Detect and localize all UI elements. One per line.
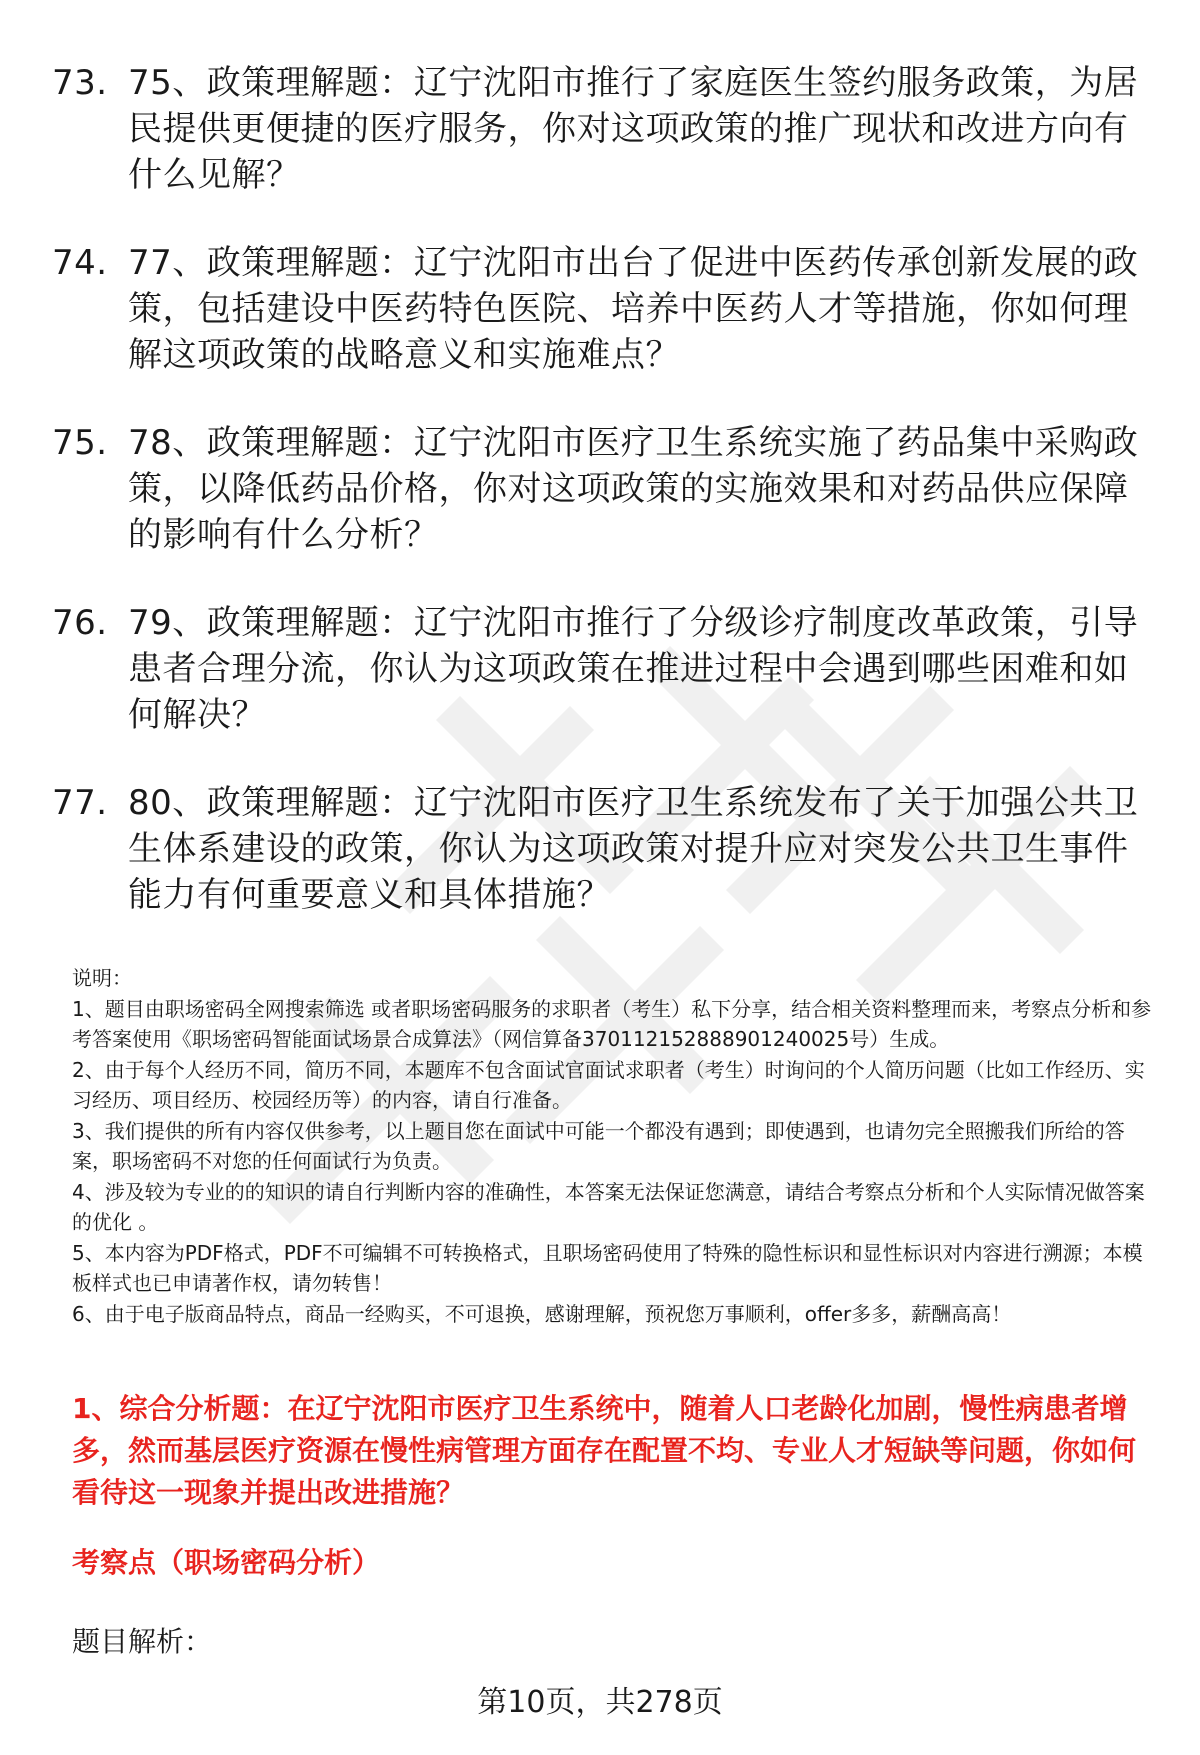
question-number: 77.	[52, 783, 108, 823]
note-item-5: 5、本内容为PDF格式，PDF不可编辑不可转换格式，且职场密码使用了特殊的隐性标识和显性标识对内容进行溯源；本模板样式也已申请著作权，请勿转售！	[72, 1240, 1143, 1295]
question-item-75	[52, 420, 1152, 558]
page-number-footer: 第10页，共278页	[477, 1685, 723, 1720]
question-number: 75.	[52, 423, 108, 463]
notes-title: 说明：	[72, 966, 132, 990]
question-text: 79、政策理解题：辽宁沈阳市推行了分级诊疗制度改革政策，引导患者合理分流，你认为这项政策在推进过程中会遇到哪些困难和如何解决？	[128, 603, 1139, 735]
analysis-label: 题目解析：	[72, 1625, 213, 1658]
question-item-76	[52, 600, 1152, 738]
note-item-6: 6、由于电子版商品特点，商品一经购买，不可退换，感谢理解，预祝您万事顺利，offer多多，薪酬高高！	[72, 1301, 1012, 1326]
question-text: 77、政策理解题：辽宁沈阳市出台了促进中医药传承创新发展的政策，包括建设中医药特色医院、培养中医药人才等措施，你如何理解这项政策的战略意义和实施难点？	[128, 243, 1139, 375]
question-number: 74.	[52, 243, 108, 283]
note-item-3: 3、我们提供的所有内容仅供参考，以上题目您在面试中可能一个都没有遇到；即使遇到，也请勿完全照搬我们所给的答案，职场密码不对您的任何面试行为负责。	[72, 1118, 1125, 1173]
question-text: 78、政策理解题：辽宁沈阳市医疗卫生系统实施了药品集中采购政策，以降低药品价格，你对这项政策的实施效果和对药品供应保障的影响有什么分析？	[128, 423, 1139, 555]
question-number: 73.	[52, 63, 108, 103]
question-list	[52, 60, 1152, 960]
note-item-2: 2、由于每个人经历不同，简历不同，本题库不包含面试官面试求职者（考生）时询问的个人简历问题（比如工作经历、实习经历、项目经历、校园经历等）的内容，请自行准备。	[72, 1057, 1145, 1112]
question-item-74	[52, 240, 1152, 378]
question-item-77	[52, 780, 1152, 918]
question-number: 76.	[52, 603, 108, 643]
question-item-73	[52, 60, 1152, 198]
note-item-4: 4、涉及较为专业的的知识的请自行判断内容的准确性，本答案无法保证您满意，请结合考察点分析和个人实际情况做答案的优化 。	[72, 1179, 1145, 1234]
disclaimer-notes	[72, 963, 1162, 1329]
exam-point-heading: 考察点（职场密码分析）	[72, 1546, 381, 1579]
note-item-1: 1、题目由职场密码全网搜索筛选 或者职场密码服务的求职者（考生）私下分享，结合相关资料整理而来，考察点分析和参考答案使用《职场密码智能面试场景合成算法》（网信算备370112152888901240025号）生成。	[72, 996, 1152, 1051]
question-text: 80、政策理解题：辽宁沈阳市医疗卫生系统发布了关于加强公共卫生体系建设的政策，你认为这项政策对提升应对突发公共卫生事件能力有何重要意义和具体措施？	[128, 783, 1139, 915]
featured-question: 1、综合分析题：在辽宁沈阳市医疗卫生系统中，随着人口老龄化加剧，慢性病患者增多，然而基层医疗资源在慢性病管理方面存在配置不均、专业人才短缺等问题，你如何看待这一现象并提出改进措施？	[72, 1392, 1137, 1509]
question-text: 75、政策理解题：辽宁沈阳市推行了家庭医生签约服务政策，为居民提供更便捷的医疗服务，你对这项政策的推广现状和改进方向有什么见解？	[128, 63, 1139, 195]
